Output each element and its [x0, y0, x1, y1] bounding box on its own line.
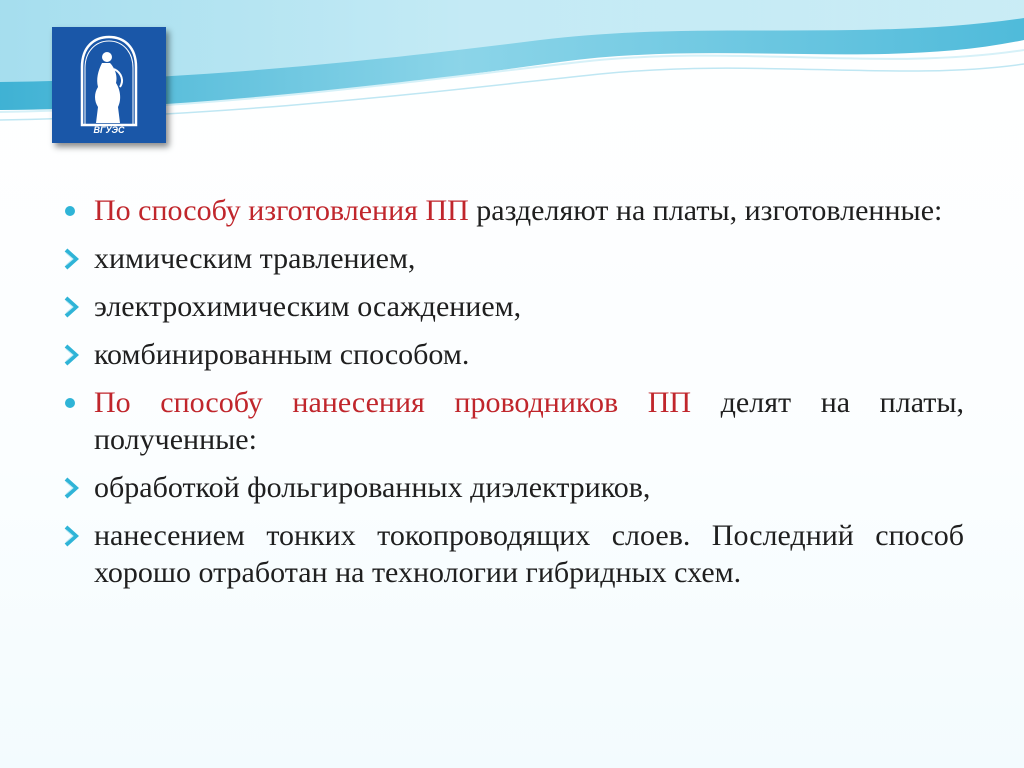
list-item-bullet-conductors [64, 384, 964, 458]
bullet-icon [64, 192, 88, 229]
chevron-right-icon [64, 517, 88, 554]
item-text: нанесением тонких токопроводящих слоев. Последний способ хорошо отработан на технологии гибридных схем. [94, 519, 964, 589]
item-text: разделяют на платы, изготовленные: [468, 194, 943, 227]
highlight-text: По способу изготовления ПП [94, 194, 469, 227]
list-item-arrow [64, 336, 964, 373]
list-item-arrow [64, 517, 964, 591]
university-logo [52, 27, 166, 143]
slide-content [64, 192, 964, 602]
item-text: обработкой фольгированных диэлектриков, [94, 471, 651, 504]
list-item-bullet-manufacture [64, 192, 964, 229]
bullet-icon [64, 384, 88, 421]
item-text: электрохимическим осаждением, [94, 290, 522, 323]
statue-icon [52, 27, 166, 143]
list-item-arrow [64, 469, 964, 506]
item-text: химическим травлением, [94, 242, 416, 275]
chevron-right-icon [64, 288, 88, 325]
highlight-text: По способу нанесения проводников ПП [94, 386, 692, 419]
chevron-right-icon [64, 336, 88, 373]
list-item-arrow [64, 288, 964, 325]
chevron-right-icon [64, 469, 88, 506]
item-text: комбинированным способом. [94, 338, 470, 371]
item-text: делят на платы, полученные: [94, 386, 964, 456]
chevron-right-icon [64, 240, 88, 277]
list-item-arrow [64, 240, 964, 277]
logo-caption: ВГУЭС [93, 125, 125, 135]
